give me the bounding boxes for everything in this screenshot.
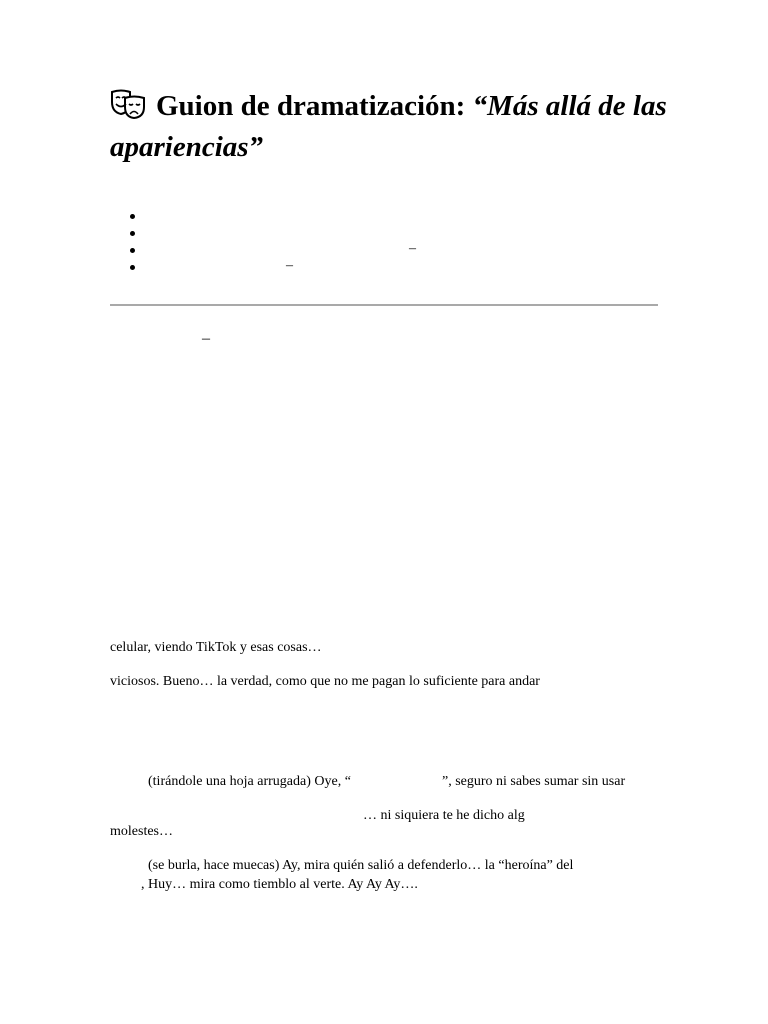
horizontal-divider [110,304,658,306]
bullet-list [110,208,670,276]
document-title [110,88,670,166]
bullet-dot [130,265,135,270]
bullet-dash: – [409,241,416,256]
bullet-dot [130,231,135,236]
bullet-item [110,259,670,276]
section-dash: – [202,330,210,347]
bullet-item [110,225,670,242]
title-main-text: Guion de dramatización: [156,90,473,122]
bullet-item [110,242,670,259]
script-line: viciosos. Bueno… la verdad, como que no me pagan lo suficiente para andar [110,674,540,689]
script-line: celular, viendo TikTok y esas cosas… [110,640,322,655]
bullet-dash: – [286,258,293,273]
script-line: (se burla, hace muecas) Ay, mira quién salió a defenderlo… la “heroína” del [148,858,574,873]
script-line: molestes… [110,824,173,839]
script-line: (tirándole una hoja arrugada) Oye, “ [148,774,351,789]
bullet-dot [130,248,135,253]
title-quote-text: “Más allá de las apariencias” [110,90,667,163]
bullet-dot [130,214,135,219]
script-line: ”, seguro ni sabes sumar sin usar [442,774,626,789]
script-line: … ni siquiera te he dicho alg [363,808,525,823]
script-line: , Huy… mira como tiemblo al verte. Ay Ay Ay…. [141,877,418,892]
theater-masks-icon [110,89,148,129]
bullet-item [110,208,670,225]
